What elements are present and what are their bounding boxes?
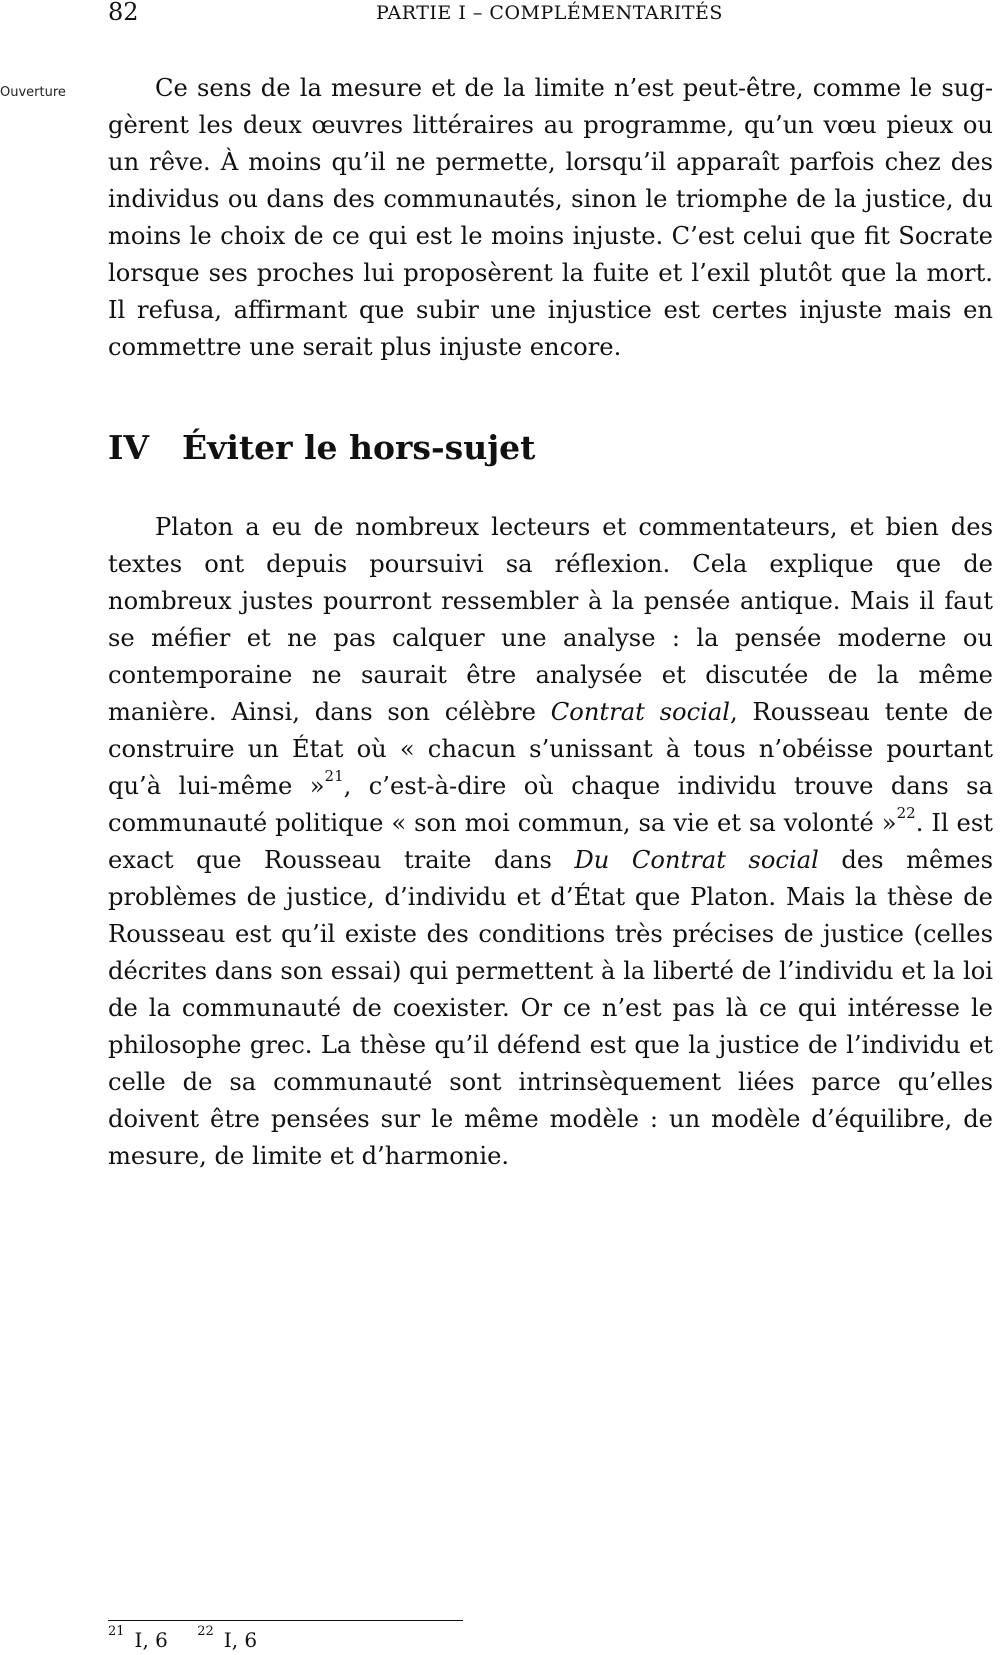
paragraph-2-text-5: des mêmes problèmes de justice, d’individu et d’État que Platon. Mais la thèse de Rousseau est qu’il existe des conditions très précises de justice (celles décrites dans son essai) qui permettent à la liberté de l’individu et la loi de la communauté de coexister. Or ce n’est pas là ce qui intéresse le philosophe grec. La thèse qu’il défend est que la justice de l’individu et celle de sa communauté sont intrinsèquement liées parce qu’elles doivent être pensées sur le même modèle : un modèle d’équilibre, de mesure, de limite et d’harmonie. (108, 846, 993, 1170)
footnotes (108, 1624, 280, 1653)
section-title: Éviter le hors-sujet (182, 428, 536, 467)
paragraph-2 (108, 509, 993, 1175)
paragraph-2-text-2: , Rousseau tente de construire un État où « chacun s’unissant à tous n’obéisse pourtant qu’à lui-même » (108, 698, 994, 800)
paragraph-2-italic-title-2: Du Contrat social (574, 846, 819, 874)
footnote-text: I, 6 (223, 1628, 258, 1652)
footnote-rule (108, 1620, 463, 1621)
paragraph-2-text-1: Platon a eu de nombreux lecteurs et commentateurs, et bien des textes ont depuis poursuivi sa réflexion. Cela explique que de nombreux justes pourront ressembler à la pensée antique. Mais il faut se méfier et ne pas calquer une analyse : la pensée moderne ou contemporaine ne saurait être analysée et discutée de la même manière. Ainsi, dans son célèbre (108, 513, 993, 726)
footnote-number: 22 (197, 1624, 214, 1640)
running-head: PARTIE I – COMPLÉMENTARITÉS (376, 2, 723, 24)
section-number: IV (108, 428, 150, 467)
page-header (108, 0, 725, 28)
paragraph-2-text-3: , c’est-à-dire où chaque individu trouve dans sa communauté politique « son moi commun, sa vie et sa volonté » (108, 772, 994, 837)
footnote-text: I, 6 (134, 1628, 168, 1652)
footnote-ref-22[interactable]: 22 (896, 803, 916, 822)
section-heading (108, 428, 535, 468)
paragraph-2-text-4: . Il est exact que Rousseau traite dans (108, 809, 993, 874)
margin-note: Ouverture (0, 85, 66, 100)
paragraph-2-italic-title-1: Contrat social (550, 698, 731, 726)
footnote-ref-21[interactable]: 21 (324, 766, 344, 785)
page-number: 82 (108, 0, 139, 26)
footnote-21 (108, 1624, 168, 1653)
footnote-number: 21 (108, 1624, 125, 1640)
footnote-22 (197, 1624, 258, 1653)
paragraph-1: Ce sens de la mesure et de la limite n’est peut-être, comme le suggèrent les deux œuvres littéraires au programme, qu’un vœu pieux ou un rêve. À moins qu’il ne permette, lorsqu’il apparaît parfois chez des individus ou dans des communautés, sinon le triomphe de la justice, du moins le choix de ce qui est le moins injuste. C’est celui que fit Socrate lorsque ses proches lui proposèrent la fuite et l’exil plutôt que la mort. Il refusa, affirmant que subir une injustice est certes injuste mais en commettre une serait plus injuste encore. (108, 74, 993, 361)
